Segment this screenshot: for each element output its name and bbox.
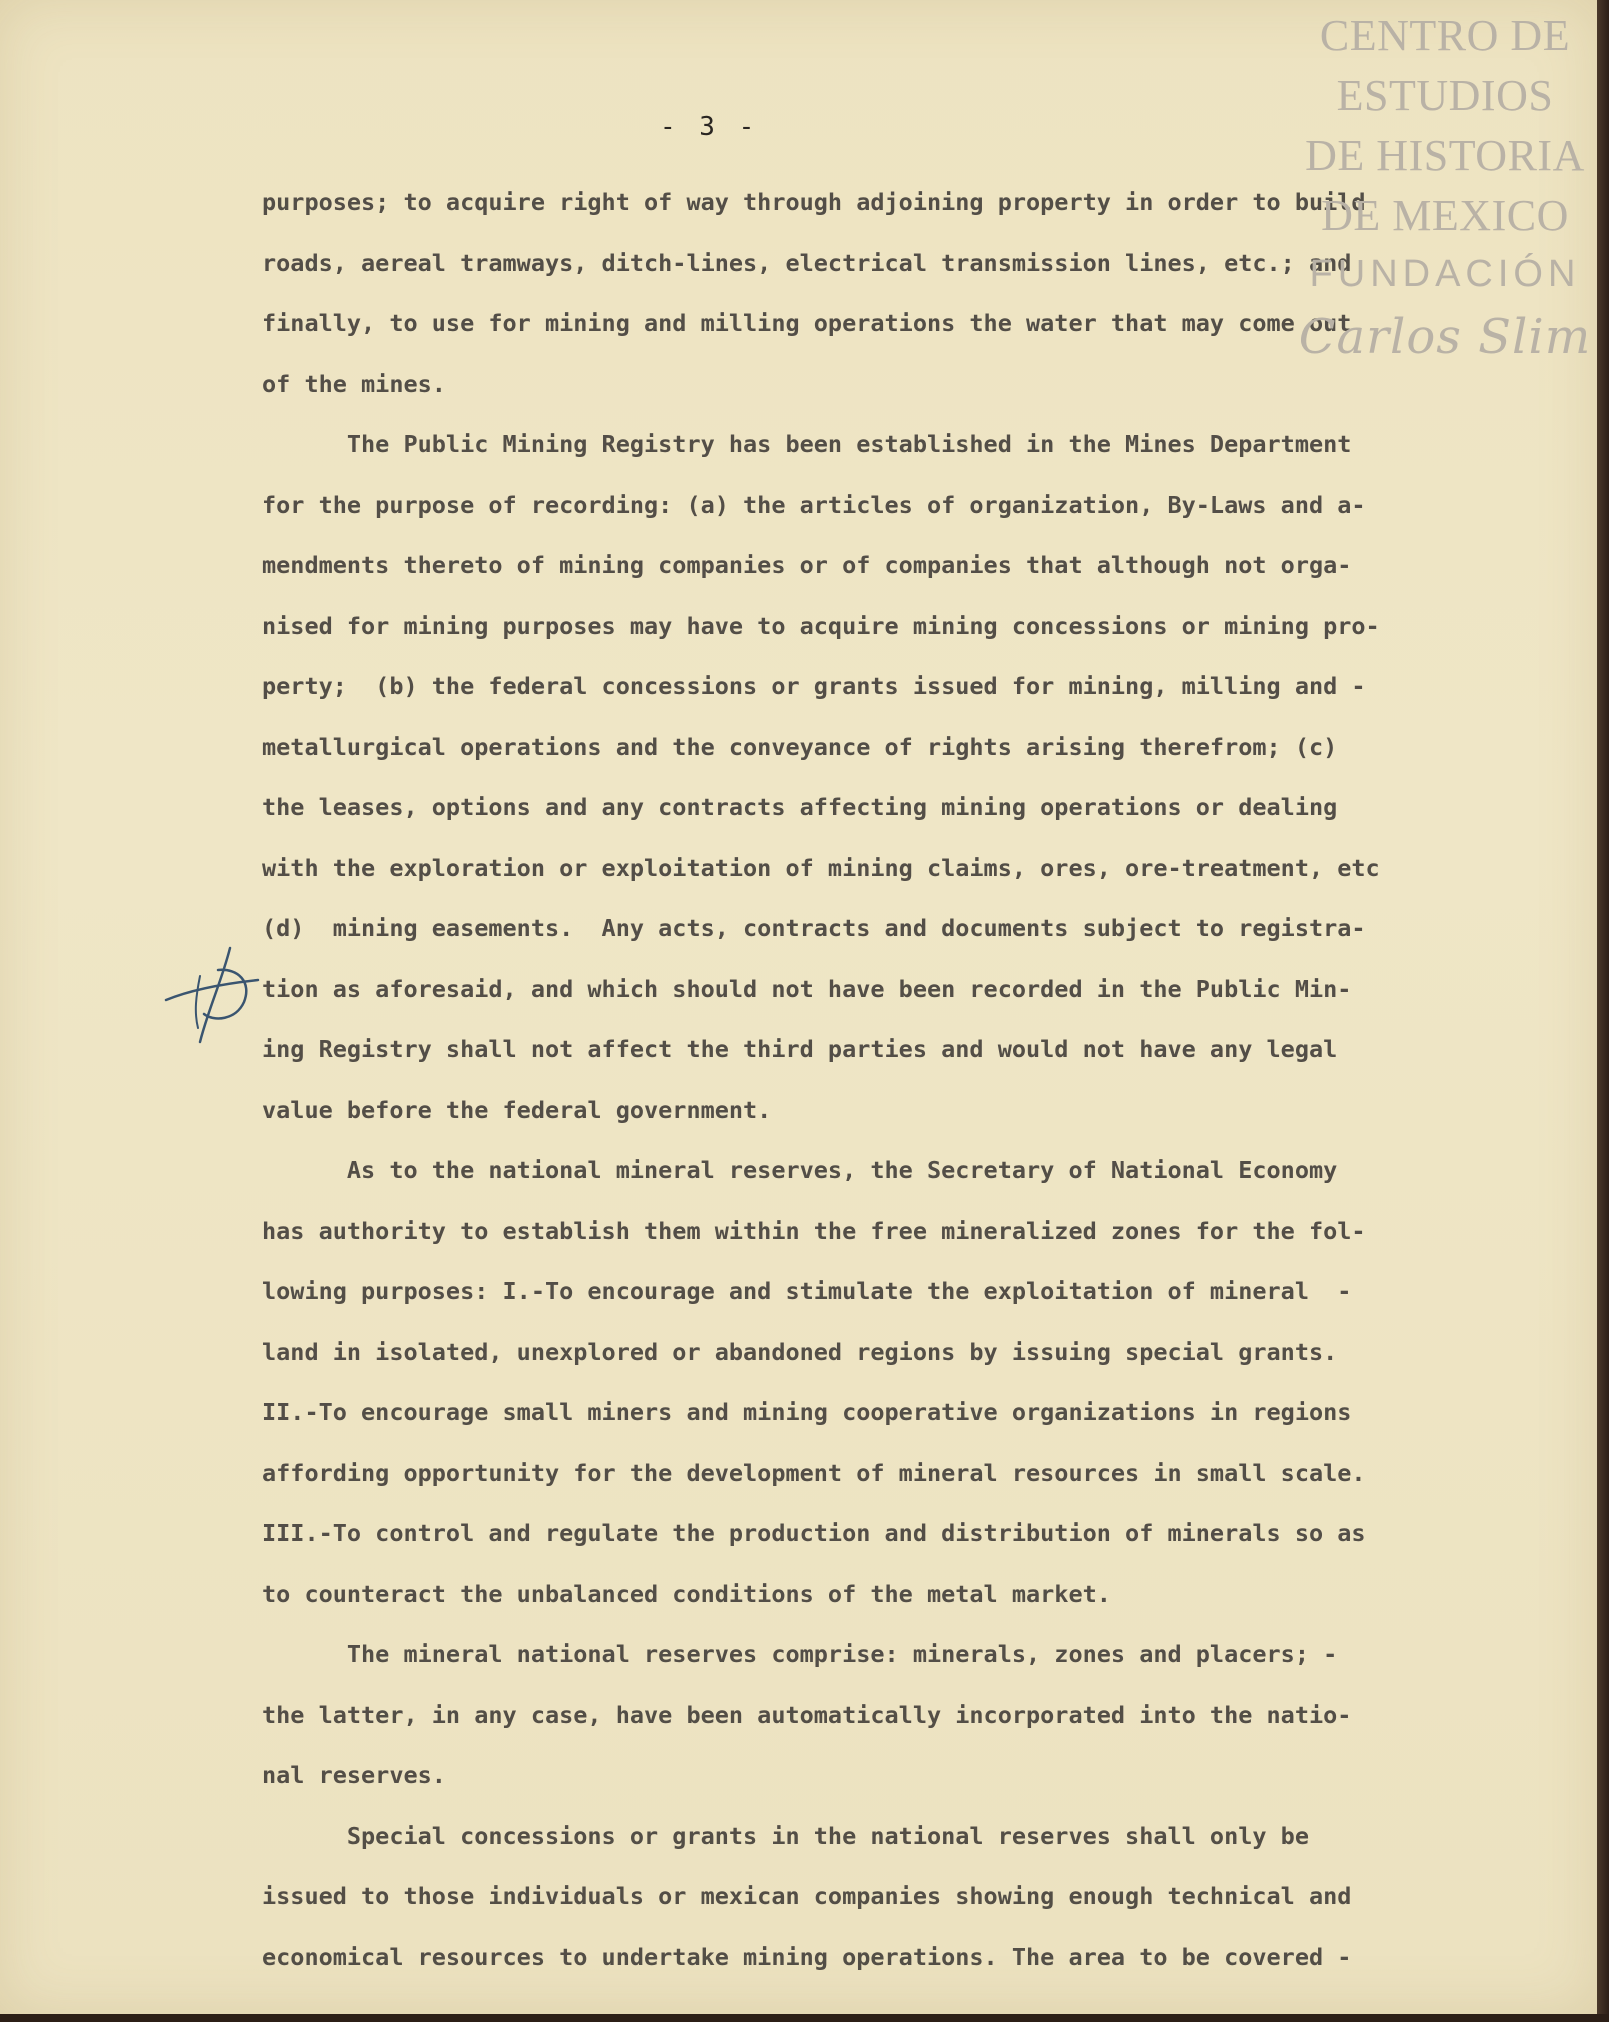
text-line: III.-To control and regulate the production and distribution of minerals so as — [262, 1519, 1366, 1547]
text-line: purposes; to acquire right of way through adjoining property in order to build — [262, 188, 1366, 216]
text-line: As to the national mineral reserves, the Secretary of National Economy — [262, 1156, 1338, 1184]
page-number: - 3 - — [660, 112, 759, 142]
text-line: metallurgical operations and the conveyance of rights arising therefrom; (c) — [262, 732, 1338, 761]
text-line: perty; (b) the federal concessions or grants issued for mining, milling and - — [262, 672, 1366, 700]
text-line: with the exploration or exploitation of mining claims, ores, ore-treatment, etc — [262, 853, 1380, 882]
text-line: The mineral national reserves comprise: minerals, zones and placers; - — [262, 1640, 1338, 1668]
text-line: the latter, in any case, have been automatically incorporated into the natio- — [262, 1700, 1352, 1729]
watermark-line: ESTUDIOS — [1336, 71, 1554, 120]
watermark-line: CENTRO DE — [1319, 11, 1571, 60]
document-body — [262, 172, 1512, 1987]
text-line: value before the federal government. — [262, 1095, 772, 1124]
text-line: (d) mining easements. Any acts, contracts and documents subject to registra- — [262, 914, 1366, 942]
scan-edge-right — [1597, 0, 1609, 2022]
text-line: finally, to use for mining and milling operations the water that may come out — [262, 309, 1352, 337]
text-line: mendments thereto of mining companies or of companies that although not orga- — [262, 551, 1352, 579]
scan-edge-bottom — [0, 2014, 1609, 2022]
text-line: to counteract the unbalanced conditions of the metal market. — [262, 1579, 1111, 1608]
text-line: II.-To encourage small miners and mining cooperative organizations in regions — [262, 1398, 1352, 1426]
text-line: lowing purposes: I.-To encourage and stimulate the exploitation of mineral - — [262, 1277, 1352, 1305]
text-line: nal reserves. — [262, 1761, 446, 1789]
text-line: Special concessions or grants in the national reserves shall only be — [262, 1821, 1309, 1850]
watermark-line: DE MEXICO — [1321, 191, 1569, 240]
text-line: the leases, options and any contracts affecting mining operations or dealing — [262, 793, 1338, 821]
text-line: ing Registry shall not affect the third parties and would not have any legal — [262, 1035, 1338, 1063]
text-line: The Public Mining Registry has been established in the Mines Department — [262, 430, 1352, 458]
text-line: of the mines. — [262, 369, 446, 398]
text-line: affording opportunity for the development of mineral resources in small scale. — [262, 1458, 1366, 1487]
watermark-signature: Carlos Slim — [1298, 309, 1592, 365]
text-line: roads, aereal tramways, ditch-lines, electrical transmission lines, etc.; and — [262, 248, 1352, 277]
text-line: for the purpose of recording: (a) the articles of organization, By-Laws and a- — [262, 490, 1366, 519]
text-line: issued to those individuals or mexican companies showing enough technical and — [262, 1882, 1352, 1910]
text-line: economical resources to undertake mining operations. The area to be covered - — [262, 1942, 1352, 1971]
text-line: land in isolated, unexplored or abandoned regions by issuing special grants. — [262, 1337, 1338, 1366]
watermark-line: DE HISTORIA — [1305, 131, 1585, 180]
text-line: has authority to establish them within the free mineralized zones for the fol- — [262, 1216, 1366, 1245]
text-line: tion as aforesaid, and which should not have been recorded in the Public Min- — [262, 974, 1352, 1003]
archive-watermark — [1290, 6, 1600, 372]
text-line: nised for mining purposes may have to acquire mining concessions or mining pro- — [262, 611, 1380, 640]
watermark-line: FUNDACIÓN — [1309, 253, 1581, 295]
handwritten-mark-icon — [160, 940, 260, 1050]
